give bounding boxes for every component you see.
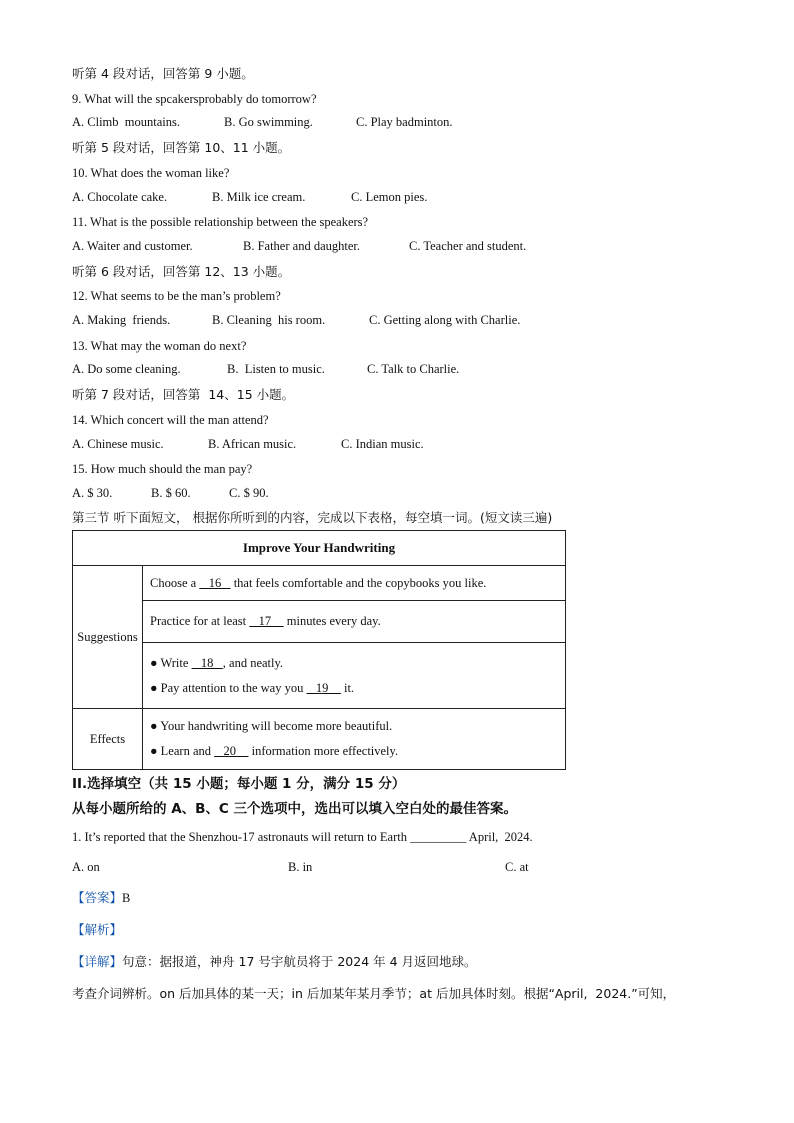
row1-prefix: Choose a: [150, 575, 197, 590]
question-14: 14. Which concert will the man attend?: [72, 413, 269, 427]
blank-16: 16: [199, 575, 231, 590]
blank-18: 18: [191, 655, 223, 670]
option-12b: B. Cleaning his room.: [212, 313, 326, 327]
option-1b: B. in: [288, 860, 313, 874]
effects-row: [143, 709, 566, 770]
detail-line: [72, 954, 477, 970]
option-1c: C. at: [505, 860, 529, 874]
blank-19: 19: [306, 680, 341, 695]
section-heading-7: 听第 7 段对话，回答第 14、15 小题。: [72, 387, 295, 402]
option-15a: A. $ 30.: [72, 486, 113, 500]
suggestions-label: Suggestions: [73, 566, 143, 709]
explanation-line: 考查介词辨析。on 后加具体的某一天；in 后加某年某月季节；at 后加具体时刻。根据“April, 2024.”可知，: [72, 986, 676, 1001]
option-9b: B. Go swimming.: [224, 115, 313, 129]
section-heading-5: 听第 5 段对话，回答第 10、11 小题。: [72, 140, 291, 155]
section-heading-4: 听第 4 段对话，回答第 9 小题。: [72, 66, 254, 81]
option-1a: A. on: [72, 860, 100, 874]
option-9c: C. Play badminton.: [356, 115, 453, 129]
question-11: 11. What is the possible relationship between the speakers?: [72, 215, 369, 229]
question-12: 12. What seems to be the man’s problem?: [72, 289, 281, 303]
option-10a: A. Chocolate cake.: [72, 190, 168, 204]
handwriting-table-container: [72, 530, 566, 770]
option-9a: A. Climb mountains.: [72, 115, 180, 129]
effect-line-2: [150, 739, 558, 764]
option-11a: A. Waiter and customer.: [72, 239, 193, 253]
question-9: 9. What will the spcakersprobably do tomorrow?: [72, 92, 317, 106]
option-11b: B. Father and daughter.: [243, 239, 360, 253]
option-14b: B. African music.: [208, 437, 297, 451]
blank-20: 20: [214, 744, 249, 758]
blank-17: 17: [249, 614, 284, 628]
effects-label: Effects: [73, 709, 143, 770]
option-12a: A. Making friends.: [72, 313, 171, 327]
row3a-prefix: ● Write: [150, 655, 189, 670]
row3-line-a: [150, 651, 558, 676]
row3b-suffix: it.: [343, 680, 355, 695]
answer-line: [72, 890, 130, 906]
suggestion-row-2: [143, 601, 566, 643]
analysis-line: [72, 922, 122, 938]
row3-line-b: [150, 676, 558, 701]
part2-heading: II.选择填空（共 15 小题；每小题 1 分，满分 15 分）: [72, 776, 406, 792]
effect2-prefix: ● Learn and: [150, 744, 211, 758]
option-13b: B. Listen to music.: [227, 362, 325, 376]
effect2-suffix: information more effectively.: [251, 744, 399, 758]
suggestion-row-1: [143, 566, 566, 601]
option-15c: C. $ 90.: [229, 486, 269, 500]
option-13c: C. Talk to Charlie.: [367, 362, 460, 376]
row1-suffix: that feels comfortable and the copybooks you like.: [233, 575, 487, 590]
option-15b: B. $ 60.: [151, 486, 191, 500]
row2-prefix: Practice for at least: [150, 614, 247, 628]
option-10b: B. Milk ice cream.: [212, 190, 306, 204]
handwriting-table: [72, 530, 566, 770]
row2-suffix: minutes every day.: [286, 614, 381, 628]
option-10c: C. Lemon pies.: [351, 190, 428, 204]
row3a-suffix: , and neatly.: [222, 655, 284, 670]
part2-question-1: 1. It’s reported that the Shenzhou-17 astronauts will return to Earth _________ April, 2024.: [72, 830, 533, 844]
part2-instruction: 从每小题所给的 A、B、C 三个选项中，选出可以填入空白处的最佳答案。: [72, 801, 518, 817]
detail-text: 句意：据报道，神舟 17 号宇航员将于 2024 年 4 月返回地球。: [122, 954, 477, 969]
answer-tag: 【答案】: [72, 890, 123, 905]
detail-tag: 【详解】: [72, 954, 123, 969]
question-13: 13. What may the woman do next?: [72, 339, 247, 353]
option-12c: C. Getting along with Charlie.: [369, 313, 521, 327]
answer-value: B: [122, 891, 131, 905]
question-15: 15. How much should the man pay?: [72, 462, 253, 476]
option-11c: C. Teacher and student.: [409, 239, 527, 253]
section-3-instruction: 第三节 听下面短文， 根据你所听到的内容，完成以下表格，每空填一词。(短文读三遍): [72, 510, 553, 525]
option-13a: A. Do some cleaning.: [72, 362, 181, 376]
effect-line-1: ● Your handwriting will become more beautiful.: [150, 719, 393, 733]
suggestion-row-3: [143, 643, 566, 709]
option-14c: C. Indian music.: [341, 437, 424, 451]
option-14a: A. Chinese music.: [72, 437, 164, 451]
section-heading-6: 听第 6 段对话，回答第 12、13 小题。: [72, 264, 291, 279]
row3b-prefix: ● Pay attention to the way you: [150, 680, 304, 695]
analysis-tag: 【解析】: [72, 922, 123, 937]
question-10: 10. What does the woman like?: [72, 166, 230, 180]
table-title: Improve Your Handwriting: [73, 531, 566, 566]
